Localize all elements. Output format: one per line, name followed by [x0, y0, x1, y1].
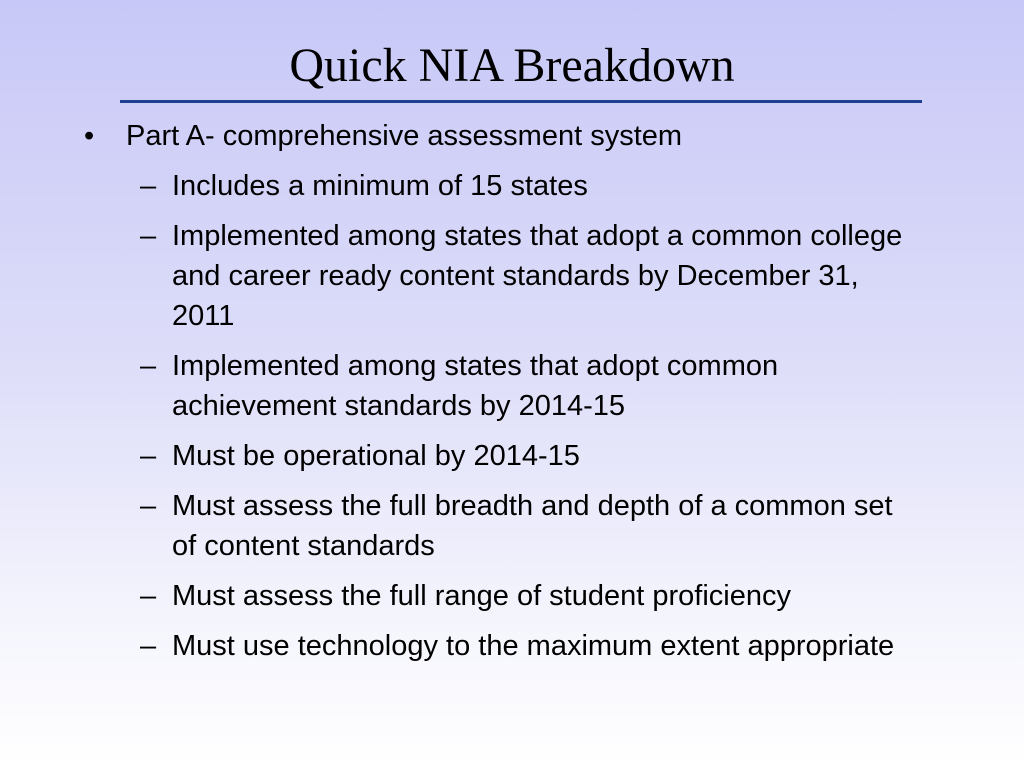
dash-marker: –: [140, 490, 157, 522]
slide-content: [0, 116, 1024, 676]
sub-bullet: [0, 486, 922, 566]
sub-bullet: [0, 346, 922, 426]
sub-bullet-list: [0, 166, 1024, 666]
sub-bullet-text: Must use technology to the maximum extent appropriate: [172, 630, 895, 662]
slide-title: Quick NIA Breakdown: [289, 39, 735, 92]
bullet-text: Part A- comprehensive assessment system: [126, 120, 683, 152]
sub-bullet-text: Must assess the full range of student proficiency: [172, 580, 791, 612]
sub-bullet-text: Implemented among states that adopt a common college and career ready content standards by December 31, 2011: [172, 220, 903, 332]
dash-marker: –: [140, 630, 157, 662]
sub-bullet-text: Must assess the full breadth and depth of a common set of content standards: [172, 490, 893, 562]
dash-marker: –: [140, 220, 157, 252]
bullet-marker: •: [84, 120, 95, 152]
dash-marker: –: [140, 580, 157, 612]
sub-bullet: [0, 626, 922, 666]
sub-bullet-text: Must be operational by 2014-15: [172, 440, 580, 472]
sub-bullet-text: Includes a minimum of 15 states: [172, 170, 588, 202]
dash-marker: –: [140, 170, 157, 202]
dash-marker: –: [140, 350, 157, 382]
sub-bullet-text: Implemented among states that adopt common achievement standards by 2014-15: [172, 350, 779, 422]
bullet-part-a: [0, 116, 926, 156]
title-divider: [120, 100, 922, 103]
sub-bullet: [0, 166, 922, 206]
dash-marker: –: [140, 440, 157, 472]
sub-bullet: [0, 216, 922, 336]
sub-bullet: [0, 576, 922, 616]
sub-bullet: [0, 436, 922, 476]
